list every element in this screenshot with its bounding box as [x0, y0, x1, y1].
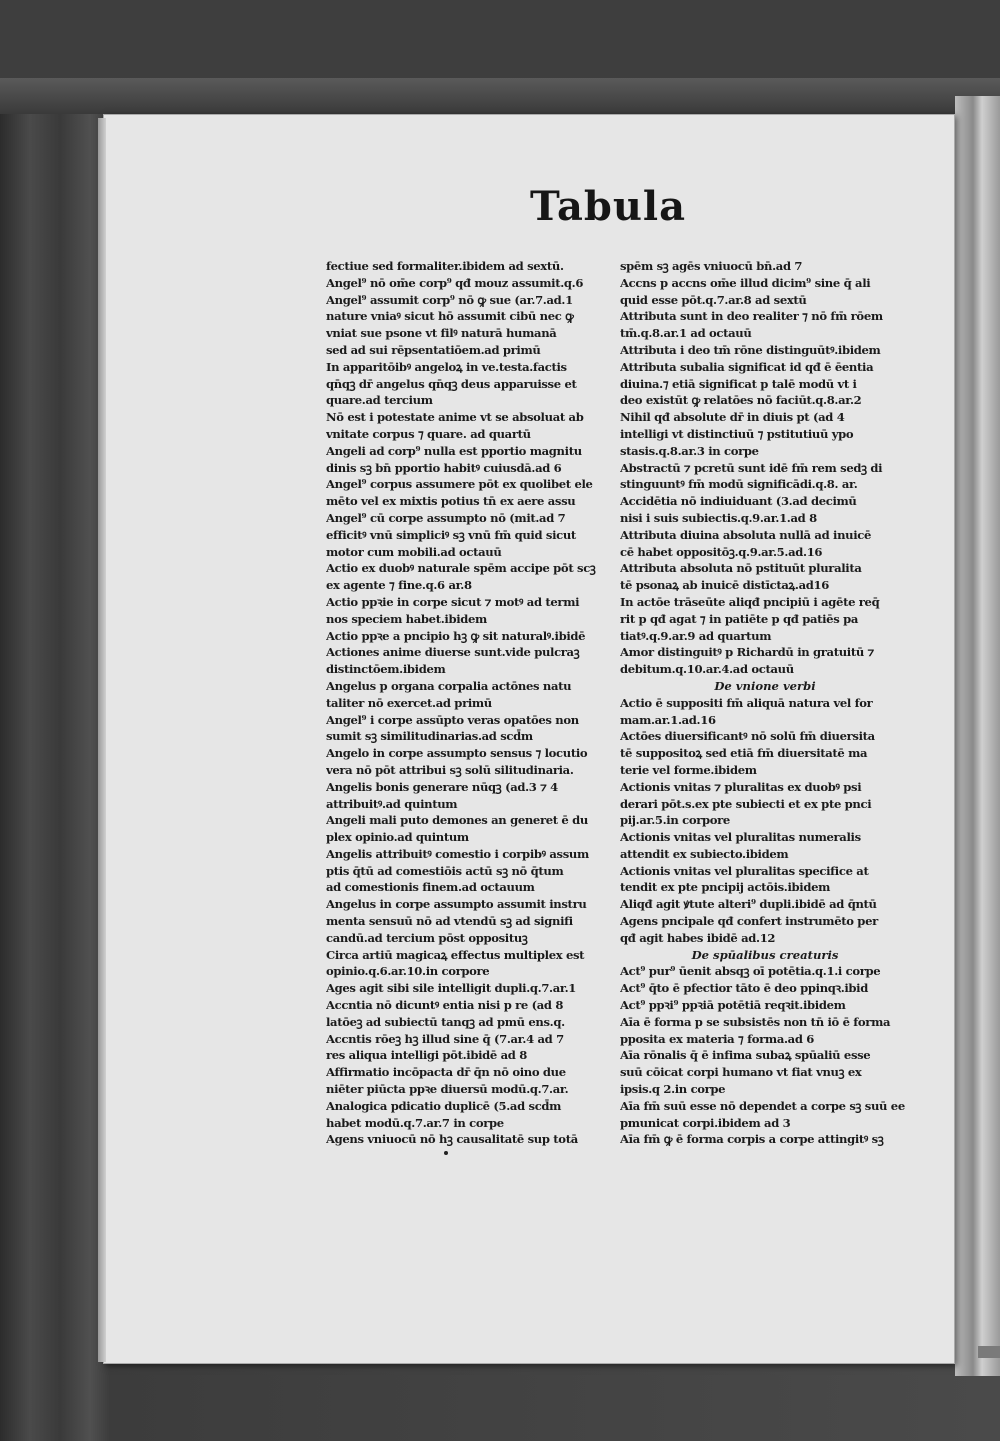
index-entry-line: Aīa fm̄ ꝙ ē forma corpis a corpe attingitꝰ sꝫ — [620, 1132, 884, 1147]
index-entry-line: diuina.⁊ etiā significat p talē modū vt i — [620, 376, 857, 391]
index-entry-line: quid esse pōt.q.7.ar.8 ad sextū — [620, 292, 807, 307]
index-entry-line: Actio ppꝛie in corpe sicut ⁊ motꝰ ad termi — [326, 594, 580, 609]
index-entry-line: sumit sꝫ similitudinarias.ad scd̄m — [326, 729, 533, 744]
ink-dot — [444, 1151, 448, 1155]
index-entry-line: Actio ex duobꝰ naturale spēm accipe pōt scꝫ — [326, 561, 596, 576]
index-entry-line: dinis sꝫ bn̄ pportio habitꝰ cuiusdā.ad 6 — [326, 460, 562, 475]
index-entry-line: Amor distinguitꝰ p Richardū in gratuitū ⁊ — [620, 645, 874, 660]
index-entry-line: Aliqđ agit ꝟtute alteri⁹ dupli.ibidē ad q̄ntū — [620, 897, 877, 912]
index-entry-line: res aliqua intelligi pōt.ibidē ad 8 — [326, 1048, 527, 1063]
index-entry-line: Ages agit sibi sile intelligit dupli.q.7.ar.1 — [326, 981, 577, 996]
index-entry-line: attendit ex subiecto.ibidem — [620, 846, 789, 861]
index-entry-line: ipsis.q 2.in corpe — [620, 1082, 726, 1097]
index-entry-line: nos speciem habet.ibidem — [326, 611, 487, 626]
index-entry-line: Attributa diuina absoluta nullā ad inuicē — [620, 527, 872, 542]
index-entry-line: ex agente ⁊ fine.q.6 ar.8 — [326, 578, 472, 593]
index-entry-line: debitum.q.10.ar.4.ad octauū — [620, 662, 794, 677]
index-entry-line: latōeꝫ ad subiectū tanqꝫ ad pmū ens.q. — [326, 1014, 565, 1029]
index-entry-line: Aīa fm̄ suū esse nō dependet a corpe sꝫ suū ee — [620, 1098, 905, 1113]
index-entry-line: ad comestionis finem.ad octauum — [326, 880, 535, 895]
page-left-edge — [98, 118, 106, 1362]
index-entry-line: Actōes diuersificantꝰ nō solū fm̄ diuersita — [620, 729, 875, 744]
index-entry-line: Analogica pdicatio duplicē (5.ad scd̄m — [326, 1098, 562, 1113]
index-entry-line: fectiue sed formaliter.ibidem ad sextū. — [326, 259, 564, 273]
right-text-column — [620, 258, 910, 1148]
book-cover-top — [0, 78, 1000, 114]
left-text-column — [326, 258, 616, 1148]
index-entry-line: nature vniaꝰ sicut hō assumit cibū nec ꝙ — [326, 309, 574, 324]
index-entry-line: vera nō pōt attribui sꝫ solū silitudinaria. — [326, 762, 574, 777]
adjacent-page-edge — [955, 96, 1000, 1376]
section-heading: De spūalibus creaturis — [691, 947, 839, 962]
index-entry-line: nisi i suis subiectis.q.9.ar.1.ad 8 — [620, 510, 817, 525]
index-entry-line: derari pōt.s.ex pte subiecti et ex pte pnci — [620, 796, 872, 811]
index-entry-line: tendit ex pte pncipij actōis.ibidem — [620, 880, 831, 895]
index-entry-line: Attributa absoluta nō pstituūt pluralita — [620, 561, 862, 576]
index-entry-line: Act⁹ pur⁹ ūenit absqꝫ oī potētia.q.1.i corpe — [620, 964, 881, 979]
index-entry-line: Angel⁹ nō om̄e corp⁹ qđ mouz assumit.q.6 — [326, 275, 584, 290]
index-entry-line: plex opinio.ad quintum — [326, 830, 469, 845]
index-entry-line: spēm sꝫ agēs vniuocū bn̄.ad 7 — [620, 259, 803, 273]
index-entry-line: menta sensuū nō ad vtendū sꝫ ad signifi — [326, 914, 573, 929]
index-entry-line: pposita ex materia ⁊ forma.ad 6 — [620, 1031, 814, 1046]
index-entry-line: candū.ad tercium pōst opposituꝫ — [326, 930, 528, 945]
index-entry-line: vnitate corpus ⁊ quare. ad quartū — [326, 426, 531, 441]
index-entry-line: vniat sue psone vt filꝰ naturā humanā — [326, 326, 557, 341]
index-entry-line: Actio ppꝛe a pncipio hꝫ ꝙ sit naturalꝰ.ibidē — [326, 628, 586, 643]
index-entry-line: habet modū.q.7.ar.7 in corpe — [326, 1115, 504, 1130]
index-entry-line: Agens pncipale qđ confert instrumēto per — [620, 914, 878, 929]
index-entry-line: qn̄qꝫ dr̄ angelus qn̄qꝫ deus apparuisse et — [326, 376, 577, 391]
index-entry-line: In actōe trāseūte aliqđ pncipiū i agēte req̄ — [620, 594, 880, 609]
index-entry-line: Angelis attribuitꝰ comestio i corpibꝰ assum — [326, 846, 589, 861]
index-entry-line: mēto vel ex mixtis potius tn̄ ex aere assu — [326, 494, 576, 509]
index-entry-line: Act⁹ ppꝛi⁹ ppꝛiā potētiā reqꝛit.ibidem — [620, 998, 846, 1013]
index-entry-line: motor cum mobili.ad octauū — [326, 544, 502, 559]
index-entry-line: taliter nō exercet.ad primū — [326, 695, 492, 710]
index-entry-line: Angeli mali puto demones an generet ē du — [326, 813, 588, 828]
section-heading: De vnione verbi — [714, 678, 816, 693]
index-entry-line: Aīa rōnalis q̄ ē infima subaꝝ spūaliū esse — [620, 1048, 871, 1063]
index-entry-line: Angel⁹ corpus assumere pōt ex quolibet ele — [326, 477, 593, 492]
index-entry-line: quare.ad tercium — [326, 393, 433, 408]
index-entry-line: Accntia nō dicuntꝰ entia nisi p re (ad 8 — [326, 998, 564, 1013]
index-entry-line: Actiones anime diuerse sunt.vide pulcraꝫ — [326, 645, 580, 660]
index-entry-line: Accidētia nō indiuiduant (3.ad decimū — [620, 494, 857, 509]
index-entry-line: opinio.q.6.ar.10.in corpore — [326, 964, 490, 979]
index-entry-line: mam.ar.1.ad.16 — [620, 712, 716, 727]
index-entry-line: deo existūt ꝙ relatōes nō faciūt.q.8.ar.2 — [620, 393, 862, 408]
index-entry-line: tē suppositoꝝ sed etiā fm̄ diuersitatē ma — [620, 746, 868, 761]
index-entry-line: Affirmatio incōpacta dr̄ q̄n nō oino due — [326, 1065, 566, 1080]
index-entry-line: Accntis rōeꝫ hꝫ illud sine q̄ (7.ar.4 ad 7 — [326, 1031, 564, 1046]
index-entry-line: ptis q̄tū ad comestiōis actū sꝫ nō q̄tum — [326, 863, 564, 878]
index-entry-line: Attributa i deo tm̄ rōne distinguūtꝰ.ibidem — [620, 342, 881, 357]
index-entry-line: Actio ē suppositi fm̄ aliquā natura vel for — [620, 695, 873, 710]
index-entry-line: tiatꝰ.q.9.ar.9 ad quartum — [620, 628, 772, 643]
index-entry-line: Angelis bonis generare nūqꝫ (ad.3 ⁊ 4 — [326, 779, 558, 794]
index-entry-line: Agens vniuocū nō hꝫ causalitatē sup totā — [326, 1132, 578, 1147]
index-entry-line: attribuitꝰ.ad quintum — [326, 796, 458, 811]
index-entry-line: terie vel forme.ibidem — [620, 762, 757, 777]
index-entry-line: stasis.q.8.ar.3 in corpe — [620, 443, 759, 458]
index-entry-line: In apparitōibꝰ angeloꝝ in ve.testa.factis — [326, 359, 567, 374]
index-entry-line: Act⁹ q̄to ē pfectior tāto ē deo ppinqꝛ.ibid — [620, 981, 868, 996]
index-entry-line: distinctōem.ibidem — [326, 662, 446, 677]
index-entry-line: niēter piūcta ppꝛe diuersū modū.q.7.ar. — [326, 1082, 569, 1097]
index-entry-line: Aīa ē forma p se subsistēs non tn̄ iō ē forma — [620, 1014, 891, 1029]
index-entry-line: pmunicat corpi.ibidem ad 3 — [620, 1115, 791, 1130]
index-entry-line: Angel⁹ cū corpe assumpto nō (mit.ad 7 — [326, 510, 566, 525]
index-entry-line: Accns p accns om̄e illud dicim⁹ sine q̄ ali — [620, 275, 871, 290]
index-entry-line: Abstractū ⁊ pcretū sunt idē fm̄ rem sedꝫ di — [620, 460, 883, 475]
index-entry-line: cē habet oppositōꝫ.q.9.ar.5.ad.16 — [620, 544, 823, 559]
index-entry-line: Circa artiū magicaꝝ effectus multiplex est — [326, 947, 585, 962]
index-entry-line: tē psonaꝝ ab inuicē distīctaꝝ.ad16 — [620, 578, 829, 593]
index-entry-line: Actionis vnitas vel pluralitas specifice at — [620, 863, 869, 878]
index-entry-line: qđ agit habes ibidē ad.12 — [620, 930, 776, 945]
index-entry-line: Nō est i potestate anime vt se absoluat ab — [326, 410, 584, 425]
index-entry-line: Angel⁹ assumit corp⁹ nō ꝙ sue (ar.7.ad.1 — [326, 292, 573, 307]
index-entry-line: sed ad sui rēpsentatiōem.ad primū — [326, 342, 541, 357]
index-entry-line: efficitꝰ vnū simpliciꝰ sꝫ vnū fm̄ quid sicut — [326, 527, 576, 542]
index-entry-line: Angeli ad corp⁹ nulla est pportio magnitu — [326, 443, 582, 458]
index-entry-line: pij.ar.5.in corpore — [620, 813, 730, 828]
index-entry-line: stinguuntꝰ fm̄ modū significādi.q.8. ar. — [620, 477, 858, 492]
index-entry-line: Attributa subalia significat id qđ ē ēentia — [620, 359, 874, 374]
index-entry-line: Angel⁹ i corpe assūpto veras opatōes non — [326, 712, 579, 727]
page-title: Tabula — [530, 183, 687, 230]
binding-tab — [978, 1346, 1000, 1358]
index-entry-line: tm̄.q.8.ar.1 ad octauū — [620, 326, 752, 341]
index-entry-line: Actionis vnitas ⁊ pluralitas ex duobꝰ psi — [620, 779, 862, 794]
index-entry-line: suū cōicat corpi humano vt fiat vnuꝫ ex — [620, 1065, 862, 1080]
index-entry-line: Angelus p organa corpalia actōnes natu — [326, 678, 572, 693]
index-entry-line: Angelo in corpe assumpto sensus ⁊ locutio — [326, 746, 588, 761]
index-entry-line: Nihil qđ absolute dr̄ in diuis pt (ad 4 — [620, 410, 845, 425]
index-entry-line: intelligi vt distinctiuū ⁊ pstitutiuū ypo — [620, 426, 854, 441]
index-entry-line: rit p qđ agat ⁊ in patiēte p qđ patiēs pa — [620, 611, 858, 626]
index-entry-line: Actionis vnitas vel pluralitas numeralis — [620, 830, 861, 845]
index-entry-line: Attributa sunt in deo realiter ⁊ nō fm̄ rōem — [620, 309, 883, 324]
index-entry-line: Angelus in corpe assumpto assumit instru — [326, 897, 587, 912]
